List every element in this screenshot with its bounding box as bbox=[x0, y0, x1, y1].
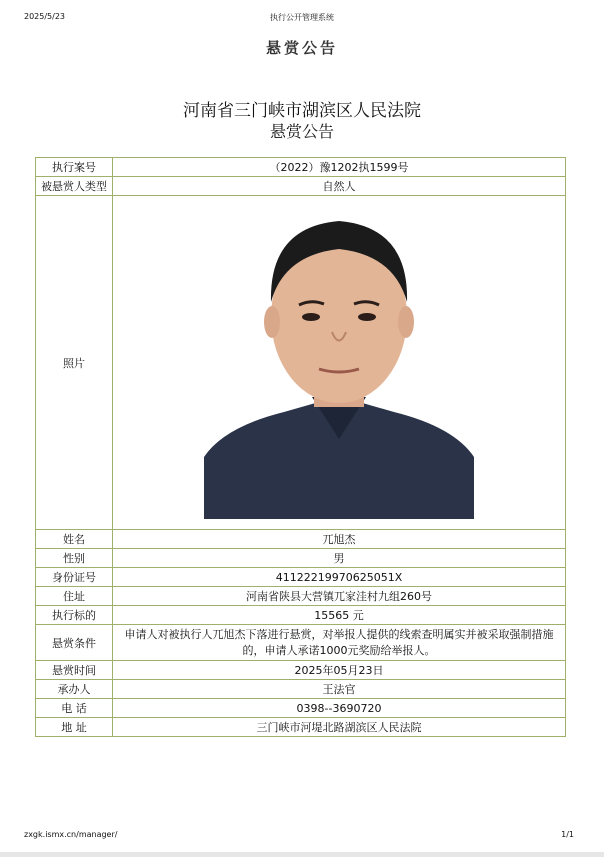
value-gender: 男 bbox=[113, 549, 566, 568]
row-time bbox=[36, 661, 566, 680]
page-heading: 悬赏公告 bbox=[265, 39, 338, 57]
value-name: 兀旭杰 bbox=[113, 530, 566, 549]
row-condition bbox=[36, 625, 566, 661]
eye-left-shape bbox=[302, 313, 320, 321]
page-number: 1/1 bbox=[561, 830, 574, 839]
system-name: 执行公开管理系统 bbox=[270, 13, 334, 22]
value-condition: 申请人对被执行人兀旭杰下落进行悬赏，对举报人提供的线索查明属实并被采取强制措施的，申请人承诺1000元奖励给举报人。 bbox=[113, 625, 566, 661]
label-case-no: 执行案号 bbox=[36, 158, 113, 177]
label-name: 姓名 bbox=[36, 530, 113, 549]
label-address: 住址 bbox=[36, 587, 113, 606]
row-case-no bbox=[36, 158, 566, 177]
value-case-no: （2022）豫1202执1599号 bbox=[113, 158, 566, 177]
notice-table bbox=[35, 157, 566, 737]
label-gender: 性别 bbox=[36, 549, 113, 568]
value-person-type: 自然人 bbox=[113, 177, 566, 196]
value-amount: 15565 元 bbox=[113, 606, 566, 625]
label-condition: 悬赏条件 bbox=[36, 625, 113, 661]
value-time: 2025年05月23日 bbox=[113, 661, 566, 680]
label-location: 地 址 bbox=[36, 718, 113, 737]
label-handler: 承办人 bbox=[36, 680, 113, 699]
value-phone: 0398--3690720 bbox=[113, 699, 566, 718]
label-photo: 照片 bbox=[36, 196, 113, 530]
value-id-no: 41122219970625051X bbox=[113, 568, 566, 587]
eye-right-shape bbox=[358, 313, 376, 321]
row-handler bbox=[36, 680, 566, 699]
court-name: 河南省三门峡市湖滨区人民法院 bbox=[183, 101, 421, 121]
notice-title: 悬赏公告 bbox=[269, 122, 334, 141]
row-person-type bbox=[36, 177, 566, 196]
row-photo bbox=[36, 196, 566, 530]
row-location bbox=[36, 718, 566, 737]
label-id-no: 身份证号 bbox=[36, 568, 113, 587]
label-amount: 执行标的 bbox=[36, 606, 113, 625]
row-amount bbox=[36, 606, 566, 625]
label-time: 悬赏时间 bbox=[36, 661, 113, 680]
footer-url: zxgk.ismx.cn/manager/ bbox=[24, 830, 118, 839]
value-address: 河南省陕县大营镇兀家洼村九组260号 bbox=[113, 587, 566, 606]
row-name bbox=[36, 530, 566, 549]
row-gender bbox=[36, 549, 566, 568]
ear-right-shape bbox=[398, 306, 414, 338]
row-id-no bbox=[36, 568, 566, 587]
row-address bbox=[36, 587, 566, 606]
ear-left-shape bbox=[264, 306, 280, 338]
page-bottom-edge bbox=[0, 852, 604, 857]
person-photo bbox=[204, 207, 474, 519]
photo-cell bbox=[113, 196, 566, 530]
print-date: 2025/5/23 bbox=[24, 12, 66, 21]
value-location: 三门峡市河堤北路湖滨区人民法院 bbox=[113, 718, 566, 737]
value-handler: 王法官 bbox=[113, 680, 566, 699]
row-phone bbox=[36, 699, 566, 718]
label-person-type: 被悬赏人类型 bbox=[36, 177, 113, 196]
label-phone: 电 话 bbox=[36, 699, 113, 718]
